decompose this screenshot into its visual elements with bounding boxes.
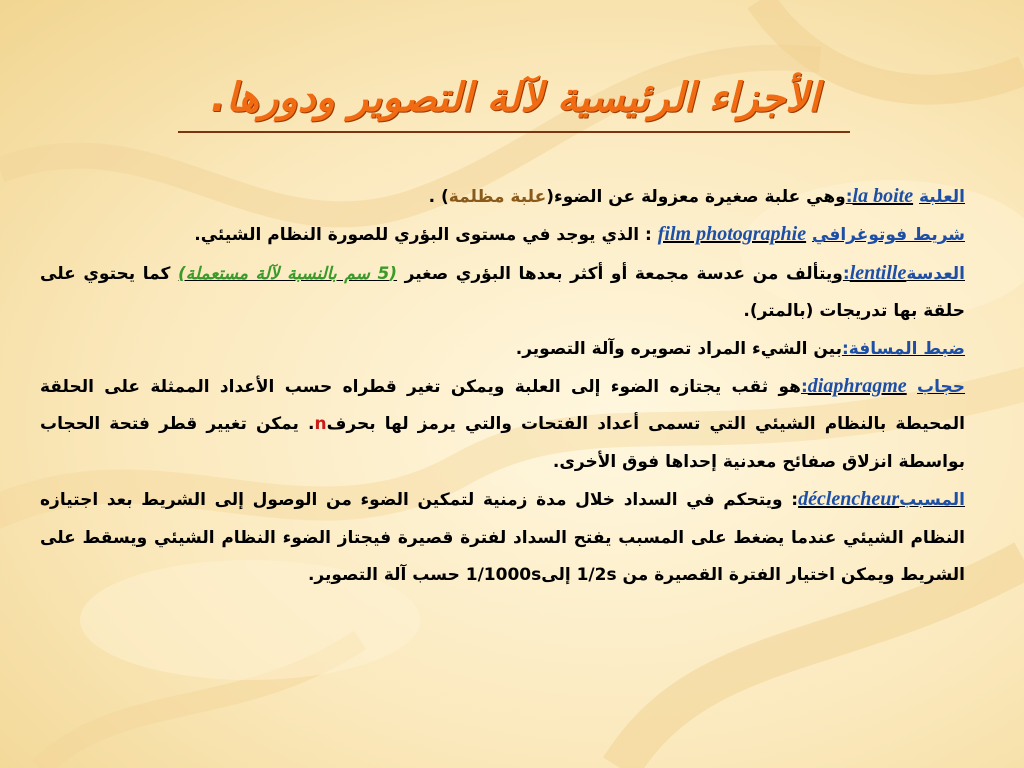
note-lentille: (5 سم بالنسبة لآلة مستعملة) xyxy=(177,263,398,284)
fr-lentille: lentille xyxy=(849,261,907,284)
term-declencheur: المسبب xyxy=(899,490,965,511)
title-underline xyxy=(178,131,850,133)
colon-declencheur: : xyxy=(791,490,799,511)
term-lentille: العدسة xyxy=(906,263,966,284)
fr-boite: la boite xyxy=(852,185,914,207)
item-diaphragme xyxy=(40,368,965,481)
text-diaphragme: هو ثقب يجتازه الضوء إلى العلبة ويمكن تغير قطراه حسب الأعداد الممثلة على الحلقة المحيطة بالنظام الشيئي التي تسمى أعداد الفتحات والتي يرمز لها بحرف xyxy=(40,377,965,435)
item-declencheur xyxy=(40,481,965,594)
text-boite: وهي علبة صغيرة معزولة عن الضوء xyxy=(554,187,846,207)
letter-n: n xyxy=(314,414,327,435)
term-film: شريط فوتوغرافي xyxy=(812,225,965,246)
term-diaphragme: حجاب xyxy=(917,377,966,398)
item-distance xyxy=(40,331,965,368)
slide-title: الأجزاء الرئيسية لآلة التصوير ودورها. xyxy=(210,75,820,121)
fr-film: film photographie xyxy=(657,223,807,246)
term-distance: ضبط المسافة xyxy=(848,338,965,359)
text-declencheur: ويتحكم في السداد خلال مدة زمنية لتمكين الضوء من الوصول إلى الشريط بعد اجتيازه النظام الشيئي عندما يضغط على المسبب يفتح السداد لفترة قصيرة فيجتاز الضوء النظام الشيئي ويسقط على الشريط ويمكن اختيار الفترة القصيرة من 1/2s إلى1/1000s حسب آلة التصوير. xyxy=(40,490,965,586)
text-film: الذي يوجد في مستوى البؤري للصورة النظام الشيئي. xyxy=(194,225,645,246)
text-distance: بين الشيء المراد تصويره وآلة التصوير. xyxy=(515,338,842,359)
text2-diaphragme: . يمكن تغيير قطر فتحة الحجاب بواسطة انزلاق صفائح معدنية إحداها فوق الأخرى. xyxy=(40,414,965,472)
colon-boite: : xyxy=(845,187,853,207)
fr-declencheur: déclencheur xyxy=(798,488,900,511)
text-lentille: ويتألف من عدسة مجمعة أو أكثر بعدها البؤري صغير xyxy=(404,263,843,284)
slide-content xyxy=(40,178,965,594)
colon-distance: : xyxy=(841,338,849,359)
colon-diaphragme: : xyxy=(800,377,808,398)
term-boite: العلبة xyxy=(919,187,965,207)
colon-film: : xyxy=(645,225,652,246)
colon-lentille: : xyxy=(842,263,850,284)
item-lentille xyxy=(40,255,965,331)
note-boite: علبة مظلمة xyxy=(448,187,547,207)
fr-diaphragme: diaphragme xyxy=(807,375,907,398)
paren-close-boite: ) xyxy=(441,187,449,207)
text2-lentille: كما يحتوي على حلقة بها تدريجات (بالمتر). xyxy=(40,263,965,322)
paren-open-boite: ( xyxy=(546,187,555,207)
item-film xyxy=(40,216,965,254)
end-boite: . xyxy=(428,187,436,207)
item-boite xyxy=(40,178,965,216)
